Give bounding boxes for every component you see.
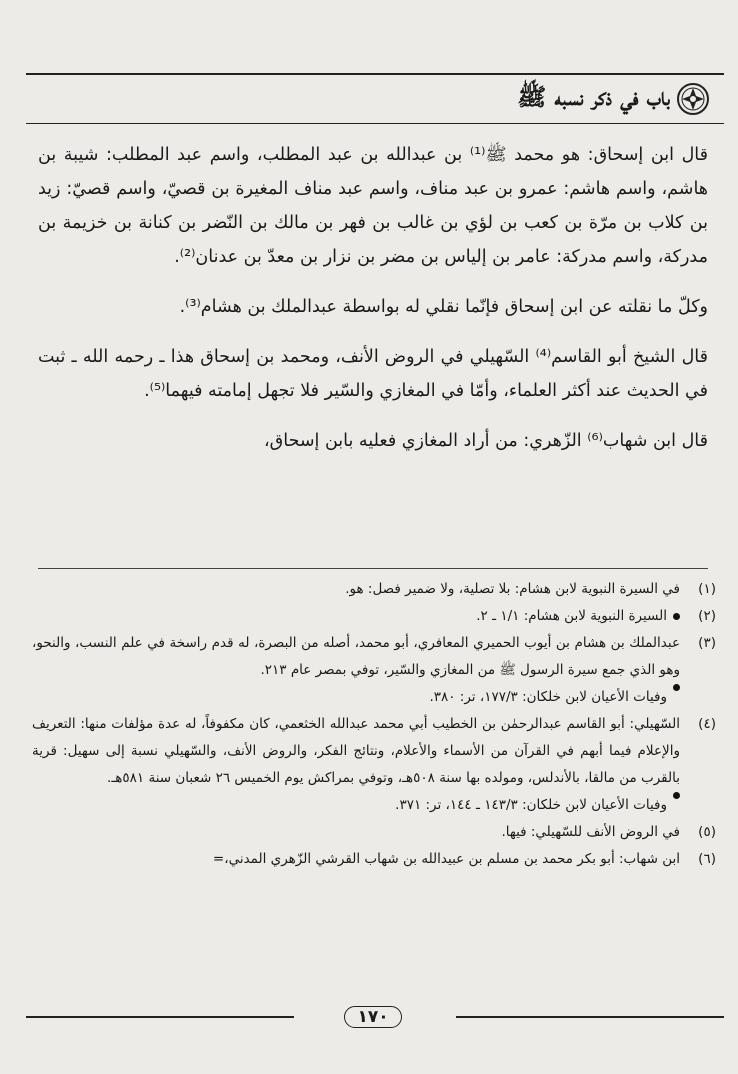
- ornament-icon: [676, 82, 710, 116]
- main-text: [38, 138, 708, 474]
- footnote: [32, 576, 716, 603]
- footnote-text: في السيرة النبوية لابن هشام: بلا تصلية، ولا ضمير فصل: هو.: [345, 581, 680, 597]
- header-bottom-rule: [26, 123, 724, 124]
- footnote-number: (٦): [698, 851, 716, 867]
- footnote-number: (٥): [698, 824, 716, 840]
- footnote-separator: [38, 568, 708, 569]
- footnote: [32, 711, 716, 792]
- footnote: [32, 603, 716, 630]
- footnote-text: في الروض الأنف للسّهيلي: فيها.: [501, 824, 680, 840]
- footnote: [32, 846, 716, 873]
- footnote-source: وفيات الأعيان لابن خلكان: ١٤٣/٣ ـ ١٤٤، تر: ٣٧١.: [395, 797, 667, 813]
- footnote-number: (٣): [698, 635, 716, 651]
- page-footer: [18, 1004, 728, 1030]
- footnote-reference: [32, 684, 716, 711]
- footnotes: [32, 576, 716, 873]
- footnote-reference: [32, 792, 716, 819]
- paragraph: قال ابن إسحاق: هو محمد ﷺ⁽¹⁾ بن عبدالله بن عبد المطلب، واسم عبد المطلب: شيبة بن هاشم، واسم هاشم: عمرو بن عبد مناف، واسم عبد مناف المغيرة بن قصيّ، واسم قصيّ: زيد بن كلاب بن مرّة بن كعب بن لؤي بن غالب بن فهر بن مالك بن النّضر بن كنانة بن خزيمة بن مدركة، واسم مدركة: عامر بن إلياس بن مضر بن نزار بن معدّ بن عدنان⁽²⁾.: [38, 145, 708, 267]
- top-rule: [26, 73, 724, 75]
- footnote-text: عبدالملك بن هشام بن أيوب الحميري المعافري، أبو محمد، أصله من البصرة، له قدم راسخة في علم النسب، والنحو، وهو الذي جمع سيرة الرسول ﷺ من المغازي والسّير، توفي بمصر عام ٢١٣.: [32, 635, 680, 678]
- footnote-number: (١): [698, 581, 716, 597]
- bullet-icon: [673, 613, 680, 620]
- footnote: [32, 819, 716, 846]
- footer-rule: [456, 1016, 724, 1018]
- footnote-source: السيرة النبوية لابن هشام: ١/١ ـ ٢.: [476, 608, 667, 624]
- footnote-number: (٢): [698, 608, 716, 624]
- footer-rule: [26, 1016, 294, 1018]
- paragraph: قال ابن شهاب⁽⁶⁾ الزّهري: من أراد المغازي فعليه بابن إسحاق،: [264, 431, 708, 451]
- footnote-source: وفيات الأعيان لابن خلكان: ١٧٧/٣، تر: ٣٨٠.: [429, 689, 667, 705]
- paragraph: قال الشيخ أبو القاسم⁽⁴⁾ السّهيلي في الروض الأنف، ومحمد بن إسحاق هذا ـ رحمه الله ـ ثبت في الحديث عند أكثر العلماء، وأمّا في المغازي والسّير فلا تجهل إمامته فيهما⁽⁵⁾.: [38, 347, 708, 401]
- footnote-text: [32, 603, 680, 630]
- footnote-text: ابن شهاب: أبو بكر محمد بن مسلم بن عبيدالله بن شهاب القرشي الزّهري المدني،=: [212, 851, 680, 867]
- book-page: [18, 40, 728, 1050]
- footnote: [32, 630, 716, 684]
- footnote-number: (٤): [698, 716, 716, 732]
- chapter-header: [517, 78, 710, 120]
- paragraph: وكلّ ما نقلته عن ابن إسحاق فإنّما نقلي له بواسطة عبدالملك بن هشام⁽³⁾.: [179, 297, 708, 317]
- page-number: ١٧٠: [344, 1006, 401, 1028]
- footnote-text: السّهيلي: أبو القاسم عبدالرحمٰن بن الخطيب أبي محمد عبدالله الخثعمي، كان مكفوفاً، له عدة مؤلفات منها: التعريف والإعلام فيما أبهم في القرآن من الأسماء والأعلام، ونتائج الفكر، والروض الأنف، والسّهيلي نسبة إلى سهيل: قرية بالقرب من مالقا، بالأندلس، ومولده بها سنة ٥٠٨هـ، وتوفي بمراكش يوم الخميس ٢٦ شعبان سنة ٥٨١هـ.: [32, 716, 680, 786]
- bullet-icon: [673, 792, 680, 799]
- chapter-title: باب في ذكر نسبه ﷺ: [517, 81, 670, 111]
- bullet-icon: [673, 684, 680, 691]
